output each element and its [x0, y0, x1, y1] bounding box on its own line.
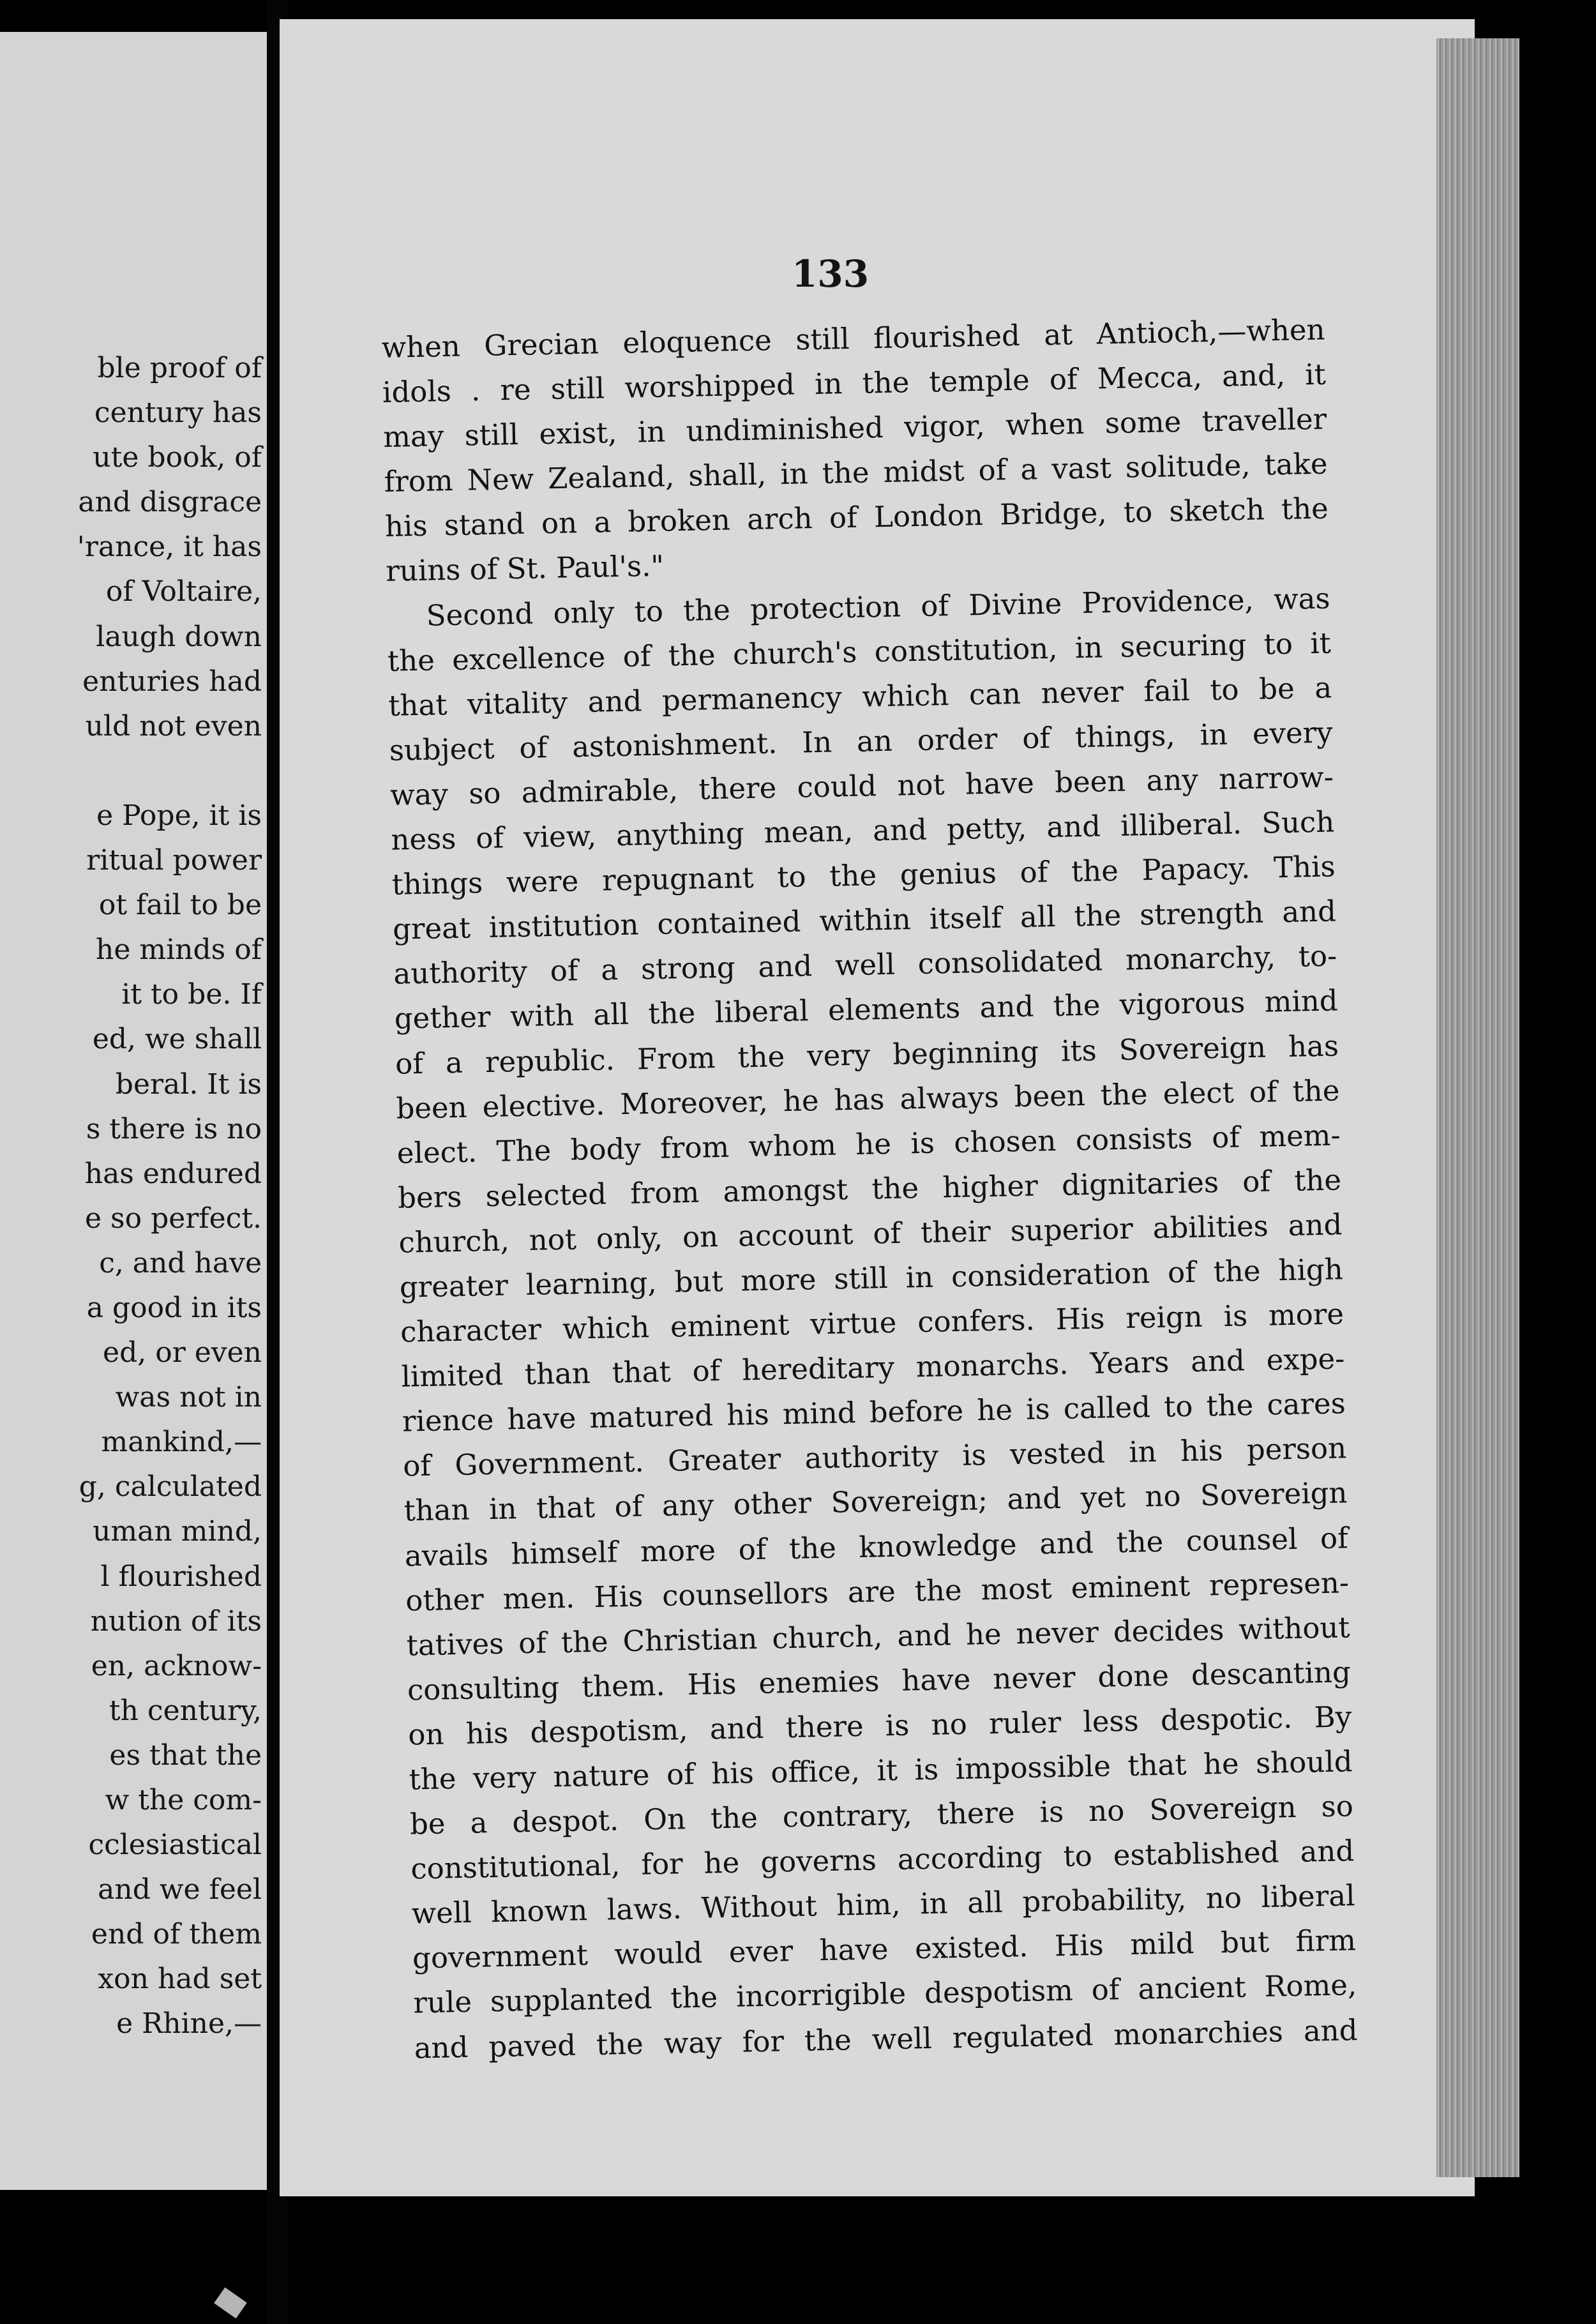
- previous-page-line: it to be. If: [121, 978, 262, 1011]
- text-line: great institution contained within itself all the strength and: [392, 894, 1337, 947]
- text-line: the very nature of his office, it is impossible that he should: [409, 1744, 1353, 1797]
- previous-page: [0, 32, 267, 2190]
- text-line: limited than that of hereditary monarchs. Years and expe-: [401, 1341, 1345, 1394]
- text-line: character which eminent virtue confers. His reign is more: [400, 1297, 1344, 1349]
- previous-page-line: e so perfect.: [85, 1202, 262, 1235]
- text-line: rule supplanted the incorrigible despotism of ancient Rome,: [412, 1968, 1357, 2020]
- previous-page-line: l flourished: [100, 1560, 262, 1593]
- text-line: things were repugnant to the genius of the Papacy. This: [391, 849, 1336, 902]
- text-line: avails himself more of the knowledge and the counsel of: [404, 1520, 1349, 1573]
- text-line: the excellence of the church's constitution, in securing to it: [387, 626, 1332, 678]
- text-line: other men. His counsellors are the most eminent represen-: [405, 1565, 1350, 1618]
- previous-page-line: and disgrace: [78, 486, 262, 519]
- previous-page-line: and we feel: [98, 1873, 262, 1906]
- text-line: his stand on a broken arch of London Bridge, to sketch the: [384, 491, 1329, 544]
- previous-page-line: ot fail to be: [98, 889, 262, 922]
- text-line: from New Zealand, shall, in the midst of a vast solitude, take: [384, 446, 1328, 499]
- text-line: tatives of the Christian church, and he never decides without: [406, 1610, 1350, 1663]
- previous-page-line: mankind,—: [101, 1426, 262, 1459]
- previous-page-line: uman mind,: [93, 1515, 262, 1548]
- text-line: ness of view, anything mean, and petty, and illiberal. Such: [390, 804, 1335, 857]
- previous-page-line: [0, 749, 262, 794]
- text-line: well known laws. Without him, in all probability, no liberal: [411, 1878, 1355, 1931]
- previous-page-line: cclesiastical: [88, 1829, 262, 1862]
- previous-page-line: th century,: [109, 1694, 262, 1727]
- text-line: idols . re still worshipped in the temple of Mecca, and, it: [382, 357, 1327, 410]
- previous-page-line: nution of its: [90, 1604, 262, 1638]
- previous-page-line: of Voltaire,: [105, 575, 262, 608]
- text-line: constitutional, for he governs according to established and: [410, 1834, 1355, 1886]
- text-line: be a despot. On the contrary, there is no Sovereign so: [409, 1789, 1354, 1841]
- text-line: may still exist, in undiminished vigor, when some traveller: [382, 402, 1327, 455]
- text-line: consulting them. His enemies have never done descanting: [407, 1655, 1351, 1707]
- previous-page-text: [0, 346, 262, 2047]
- text-line: ruins of St. Paul's.": [385, 549, 665, 589]
- previous-page-line: ed, or even: [103, 1336, 262, 1370]
- text-line: rience have matured his mind before he is called to the cares: [402, 1386, 1346, 1438]
- text-line: bers selected from amongst the higher dignitaries of the: [397, 1163, 1342, 1215]
- text-line: Second only to the protection of Divine Providence, was: [426, 581, 1330, 633]
- previous-page-line: a good in its: [86, 1291, 262, 1324]
- previous-page-line: end of them: [91, 1918, 262, 1951]
- previous-page-line: he minds of: [95, 933, 262, 967]
- text-line: of Government. Greater authority is vested in his person: [402, 1431, 1347, 1484]
- scan-mark: [214, 2288, 247, 2319]
- text-line: way so admirable, there could not have been any narrow-: [389, 760, 1334, 812]
- text-line: of a republic. From the very beginning its Sovereign has: [395, 1028, 1339, 1081]
- previous-page-line: en, acknow-: [91, 1649, 262, 1682]
- previous-page-line: s there is no: [86, 1112, 262, 1145]
- page-edges: [1436, 38, 1519, 2177]
- text-line: elect. The body from whom he is chosen consists of mem-: [396, 1118, 1341, 1170]
- text-line: greater learning, but more still in consideration of the high: [399, 1252, 1344, 1304]
- previous-page-line: ble proof of: [97, 352, 262, 384]
- previous-page-line: ritual power: [86, 844, 262, 877]
- previous-page-line: beral. It is: [115, 1068, 262, 1101]
- previous-page-line: c, and have: [99, 1246, 262, 1279]
- previous-page-line: century has: [94, 396, 262, 430]
- previous-page-line: w the com-: [105, 1784, 262, 1816]
- previous-page-line: g, calculated: [79, 1470, 262, 1504]
- text-line: when Grecian eloquence still flourished at Antioch,—when: [381, 312, 1325, 365]
- text-line: church, not only, on account of their superior abilities and: [398, 1207, 1343, 1260]
- text-line: been elective. Moreover, he has always been the elect of the: [396, 1073, 1340, 1126]
- previous-page-line: es that the: [109, 1739, 262, 1772]
- text-line: gether with all the liberal elements and the vigorous mind: [394, 983, 1339, 1036]
- text-line: authority of a strong and well consolidated monarchy, to-: [393, 939, 1337, 992]
- previous-page-line: ed, we shall: [92, 1023, 262, 1056]
- previous-page-line: 'rance, it has: [77, 531, 262, 564]
- previous-page-line: e Rhine,—: [116, 2007, 262, 2041]
- previous-page-line: xon had set: [98, 1963, 262, 1996]
- page-number: 133: [792, 252, 870, 296]
- previous-page-line: was not in: [115, 1381, 262, 1414]
- text-line: government would ever have existed. His mild but firm: [412, 1923, 1357, 1975]
- previous-page-line: laugh down: [96, 620, 262, 653]
- text-line: that vitality and permanency which can never fail to be a: [388, 670, 1332, 723]
- previous-page-line: enturies had: [82, 665, 262, 698]
- page-body-text: [381, 308, 1358, 2071]
- text-line: subject of astonishment. In an order of things, in every: [389, 715, 1334, 767]
- previous-page-line: has endured: [84, 1157, 262, 1190]
- text-line: on his despotism, and there is no ruler less despotic. By: [407, 1700, 1352, 1752]
- previous-page-line: e Pope, it is: [96, 799, 262, 832]
- text-line: than in that of any other Sovereign; and yet no Sovereign: [403, 1475, 1348, 1528]
- text-line: and paved the way for the well regulated monarchies and: [414, 2012, 1359, 2065]
- previous-page-line: uld not even: [85, 709, 262, 743]
- previous-page-line: ute book, of: [93, 441, 262, 474]
